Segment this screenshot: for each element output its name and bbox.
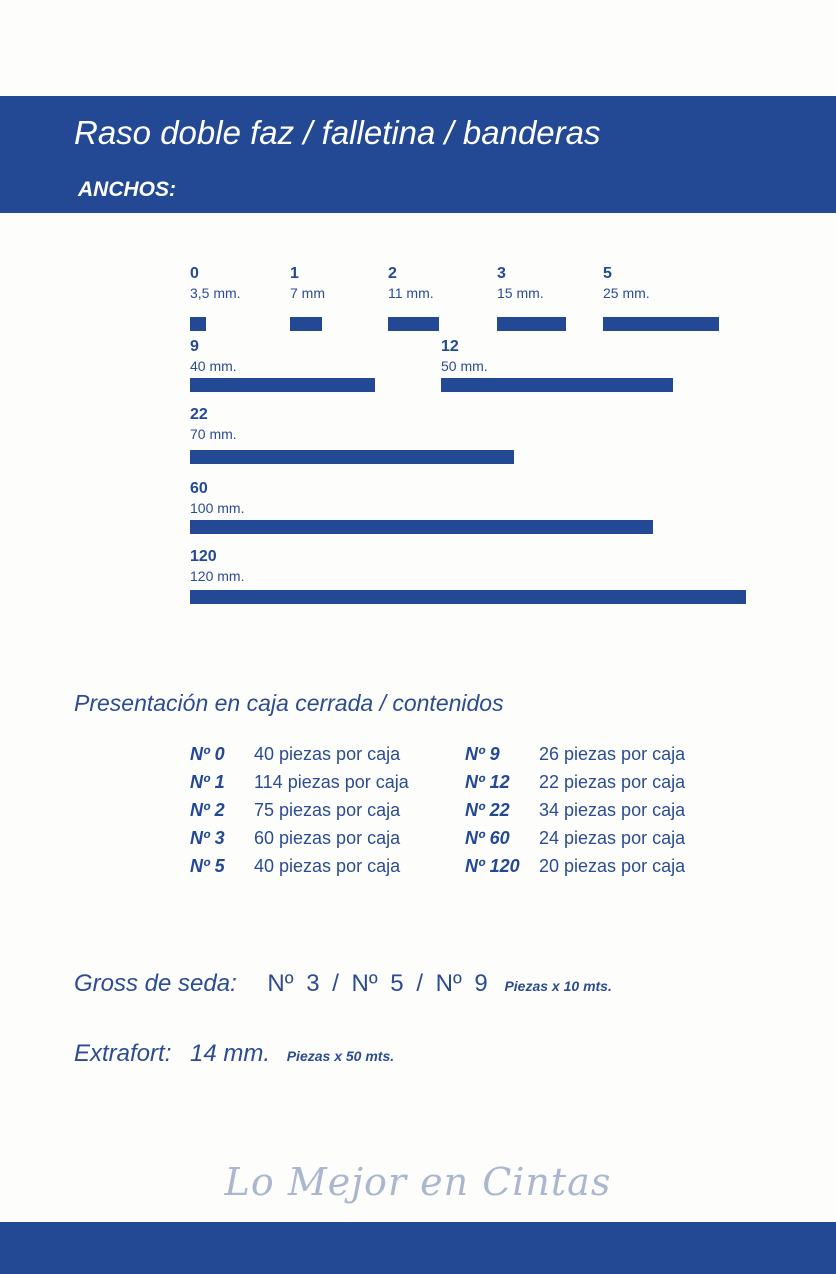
ribbon-width-label: 100 mm.: [190, 500, 245, 516]
contents-code: Nº 1: [190, 772, 225, 792]
contents-code: Nº 60: [465, 828, 510, 848]
contents-code: Nº 0: [190, 744, 225, 764]
ribbon-number: 0: [190, 265, 199, 282]
ribbon-number: 3: [497, 265, 506, 282]
ribbon-number: 5: [603, 265, 612, 282]
ribbon-number: 9: [190, 338, 199, 355]
contents-quantity: 60 piezas por caja: [254, 828, 401, 848]
ribbon-sample-bar: [190, 317, 206, 331]
gross-label: Gross de seda:: [74, 970, 237, 997]
ribbon-sample-bar: [190, 450, 514, 464]
contents-code: Nº 22: [465, 800, 510, 820]
ribbon-sample-bar: [190, 520, 653, 534]
contents-quantity: 40 piezas por caja: [254, 744, 401, 764]
contents-quantity: 40 piezas por caja: [254, 856, 401, 876]
ribbon-width-label: 40 mm.: [190, 358, 237, 374]
ribbon-sample-bar: [497, 317, 566, 331]
widths-heading: ANCHOS:: [78, 178, 176, 201]
contents-quantity: 20 piezas por caja: [539, 856, 686, 876]
tagline: Lo Mejor en Cintas: [224, 1160, 612, 1204]
page-title: Raso doble faz / falletina / banderas: [74, 114, 601, 151]
footer-band: [0, 1222, 836, 1274]
extrafort-width: 14 mm.: [190, 1040, 271, 1067]
contents-quantity: 22 piezas por caja: [539, 772, 686, 792]
contents-quantity: 24 piezas por caja: [539, 828, 686, 848]
contents-code: Nº 12: [465, 772, 510, 792]
ribbon-sample-bar: [190, 378, 375, 392]
extrafort-label: Extrafort:: [74, 1040, 172, 1067]
ribbon-width-label: 3,5 mm.: [190, 285, 241, 301]
contents-code: Nº 3: [190, 828, 225, 848]
extrafort-line: [74, 1040, 394, 1068]
gross-note: Piezas x 10 mts.: [504, 978, 612, 994]
contents-quantity: 114 piezas por caja: [254, 772, 409, 792]
ribbon-width-label: 120 mm.: [190, 568, 245, 584]
contents-quantity: 26 piezas por caja: [539, 744, 686, 764]
ribbon-sample-bar: [603, 317, 719, 331]
contents-code: Nº 9: [465, 744, 500, 764]
ribbon-width-label: 11 mm.: [388, 285, 434, 301]
ribbon-number: 12: [441, 338, 459, 355]
ribbon-sample-bar: [388, 317, 439, 331]
ribbon-width-label: 70 mm.: [190, 426, 237, 442]
gross-de-seda-line: [74, 970, 612, 998]
ribbon-sample-bar: [190, 590, 746, 604]
ribbon-number: 60: [190, 480, 208, 497]
ribbon-number: 22: [190, 406, 208, 423]
ribbon-width-label: 7 mm: [290, 285, 325, 301]
extrafort-note: Piezas x 50 mts.: [286, 1048, 395, 1064]
ribbon-width-label: 50 mm.: [441, 358, 488, 374]
ribbon-width-label: 25 mm.: [603, 285, 650, 301]
ribbon-width-label: 15 mm.: [497, 285, 544, 301]
contents-code: Nº 5: [190, 856, 225, 876]
contents-quantity: 34 piezas por caja: [539, 800, 686, 820]
ribbon-sample-bar: [290, 317, 322, 331]
ribbon-number: 120: [190, 548, 217, 565]
contents-code: Nº 2: [190, 800, 225, 820]
ribbon-number: 1: [290, 265, 299, 282]
contents-title: Presentación en caja cerrada / contenidos: [74, 690, 504, 716]
ribbon-number: 2: [388, 265, 397, 282]
contents-quantity: 75 piezas por caja: [254, 800, 401, 820]
gross-numbers: Nº 3 / Nº 5 / Nº 9: [267, 970, 488, 997]
ribbon-sample-bar: [441, 378, 673, 392]
contents-code: Nº 120: [465, 856, 520, 876]
